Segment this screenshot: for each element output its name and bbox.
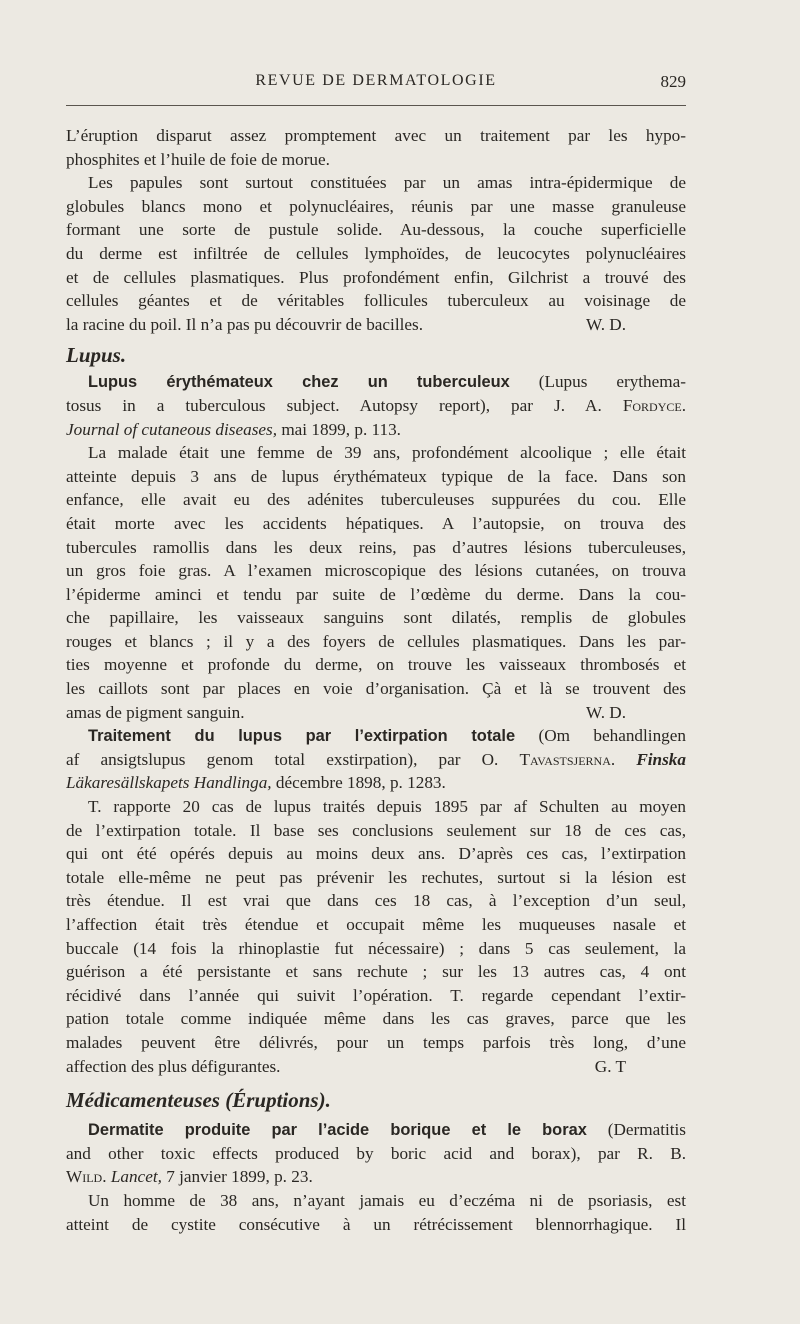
text-line: atteint de cystite consécutive à un rétrécissement blennorrhagique. Il	[66, 1214, 686, 1234]
text-fragment: (Lupus erythema-	[538, 372, 686, 392]
body-text	[66, 124, 686, 1236]
text-line: pation totale comme indiquée même dans les cas graves, parce que les	[66, 1009, 686, 1029]
text-line: très étendue. Il est vrai que dans ces 18 cas, à l’exception d’un seul,	[66, 891, 686, 911]
text-line: ties moyenne et profonde du derme, on trouve les vaisseaux thrombosés et	[66, 655, 686, 675]
text-fragment: (Dermatitis	[607, 1120, 686, 1140]
text-line: et de cellules plasmatiques. Plus profondément enfin, Gilchrist a trouvé des	[66, 267, 686, 287]
article-citation-line: and other toxic effects produced by boric acid and borax), par R. B.	[66, 1143, 686, 1163]
article-title-line	[66, 1118, 686, 1142]
text-line: l’affection était très étendue et occupait même les muqueuses nasale et	[66, 915, 686, 934]
text-line: buccale (14 fois la rhinoplastie fut nécessaire) ; dans 5 cas seulement, la	[66, 938, 686, 958]
signature: G. T	[594, 1056, 626, 1076]
text-line: Les papules sont surtout constituées par un amas intra-épidermique de	[88, 173, 686, 193]
page-number: 829	[660, 72, 686, 91]
text-line: atteinte depuis 3 ans de lupus érythémateux typique de la face. Dans son	[66, 466, 686, 486]
text-line: formant une sorte de pustule solide. Au-dessous, la couche superficielle	[66, 220, 686, 240]
reference: décembre 1898, p. 1283.	[275, 773, 446, 793]
text-fragment: (Om behandlingen	[538, 726, 686, 746]
journal-name: Finska	[636, 749, 686, 769]
signature: W. D.	[586, 314, 626, 334]
text-line: T. rapporte 20 cas de lupus traités depuis 1895 par af Schulten au moyen	[88, 797, 686, 817]
article-citation-line	[66, 1165, 686, 1189]
text-fragment: affection des plus défigurantes.	[66, 1056, 281, 1076]
reference: 7 janvier 1899, p. 23.	[166, 1167, 313, 1187]
article-citation-line	[66, 418, 686, 442]
text-line: totale elle-même ne peut pas prévenir les rechutes, surtout si la lésion est	[66, 867, 686, 887]
reference: mai 1899, p. 113.	[281, 419, 401, 439]
text-fragment: af ansigtslupus genom total exstirpation), par O.	[66, 749, 499, 769]
article-title: Traitement du lupus par l’extirpation totale	[88, 727, 516, 746]
text-line: enfance, elle avait eu des adénites tuberculeuses suppurées du cou. Elle	[66, 490, 686, 510]
journal-name: Lancet,	[110, 1167, 162, 1187]
article-title-line	[66, 724, 686, 748]
journal-name: Journal of cutaneous diseases,	[66, 419, 278, 439]
signature: W. D.	[586, 702, 626, 722]
text-line: guérison a été persistante et sans rechute ; sur les 13 autres cas, 4 ont	[66, 962, 686, 982]
author-name: Wild.	[66, 1167, 107, 1187]
text-line-with-signature	[66, 313, 686, 337]
text-line: qui ont été opérés depuis au moins deux ans. D’après ces cas, l’extirpation	[66, 844, 686, 864]
article-citation-line	[66, 748, 686, 772]
text-line: tubercules ramollis dans les deux reins, pas d’autres lésions tuberculeuses,	[66, 537, 686, 557]
author-name: Fordyce.	[622, 395, 686, 415]
section-heading-medicamenteuses: Médicamenteuses (Éruptions).	[66, 1088, 331, 1113]
text-line: était morte avec les accidents hépatiques. A l’autopsie, on trouva des	[66, 513, 686, 533]
text-line: les caillots sont par places en voie d’organisation. Çà et là se trouvent des	[66, 679, 686, 699]
article-title: Lupus érythémateux chez un tuberculeux	[88, 373, 510, 392]
section-heading-lupus: Lupus.	[66, 343, 127, 368]
header-rule	[66, 105, 686, 106]
text-line: phosphites et l’huile de foie de morue.	[66, 149, 330, 169]
text-line: che papillaire, les vaisseaux sanguins sont dilatés, remplis de globules	[66, 608, 686, 628]
text-line: du derme est infiltrée de cellules lymphoïdes, de leucocytes polynucléaires	[66, 243, 686, 263]
text-line-with-signature	[66, 701, 686, 725]
text-line: rouges et blancs ; il y a des foyers de cellules plasmatiques. Dans les par-	[66, 631, 686, 651]
text-line: La malade était une femme de 39 ans, profondément alcoolique ; elle était	[88, 443, 686, 463]
text-line: de l’extirpation totale. Il base ses conclusions seulement sur 18 de ces cas,	[66, 820, 686, 840]
running-title: REVUE DE DERMATOLOGIE	[255, 72, 497, 89]
text-fragment: la racine du poil. Il n’a pas pu découvrir de bacilles.	[66, 314, 423, 334]
text-fragment: amas de pigment sanguin.	[66, 702, 245, 722]
text-line: un gros foie gras. A l’examen microscopique des lésions cutanées, on trouva	[66, 561, 686, 581]
article-citation-line	[66, 771, 686, 795]
article-title-line	[66, 370, 686, 394]
article-title: Dermatite produite par l’acide borique et le borax	[88, 1121, 587, 1140]
author-name: Tavastsjerna.	[519, 749, 616, 769]
journal-name: Läkaresällskapets Handlinga,	[66, 773, 272, 793]
text-line: malades peuvent être délivrés, pour un temps parfois très long, d’une	[66, 1032, 686, 1052]
text-line: Un homme de 38 ans, n’ayant jamais eu d’eczéma ni de psoriasis, est	[88, 1190, 686, 1210]
article-citation-line	[66, 394, 686, 418]
text-line: l’épiderme aminci et tendu par suite de l’œdème du derme. Dans la cou-	[66, 584, 686, 604]
text-line: globules blancs mono et polynucléaires, réunis par une masse granuleuse	[66, 196, 686, 216]
text-line: L’éruption disparut assez promptement avec un traitement par les hypo-	[66, 126, 686, 145]
text-line: cellules géantes et de véritables follicules tuberculeux au voisinage de	[66, 291, 686, 311]
text-line-with-signature	[66, 1055, 686, 1079]
text-line: récidivé dans l’année qui suivit l’opération. T. regarde cependant l’extir-	[66, 985, 686, 1005]
running-head	[66, 72, 686, 96]
text-fragment: tosus in a tuberculous subject. Autopsy report), par J. A.	[66, 395, 602, 415]
